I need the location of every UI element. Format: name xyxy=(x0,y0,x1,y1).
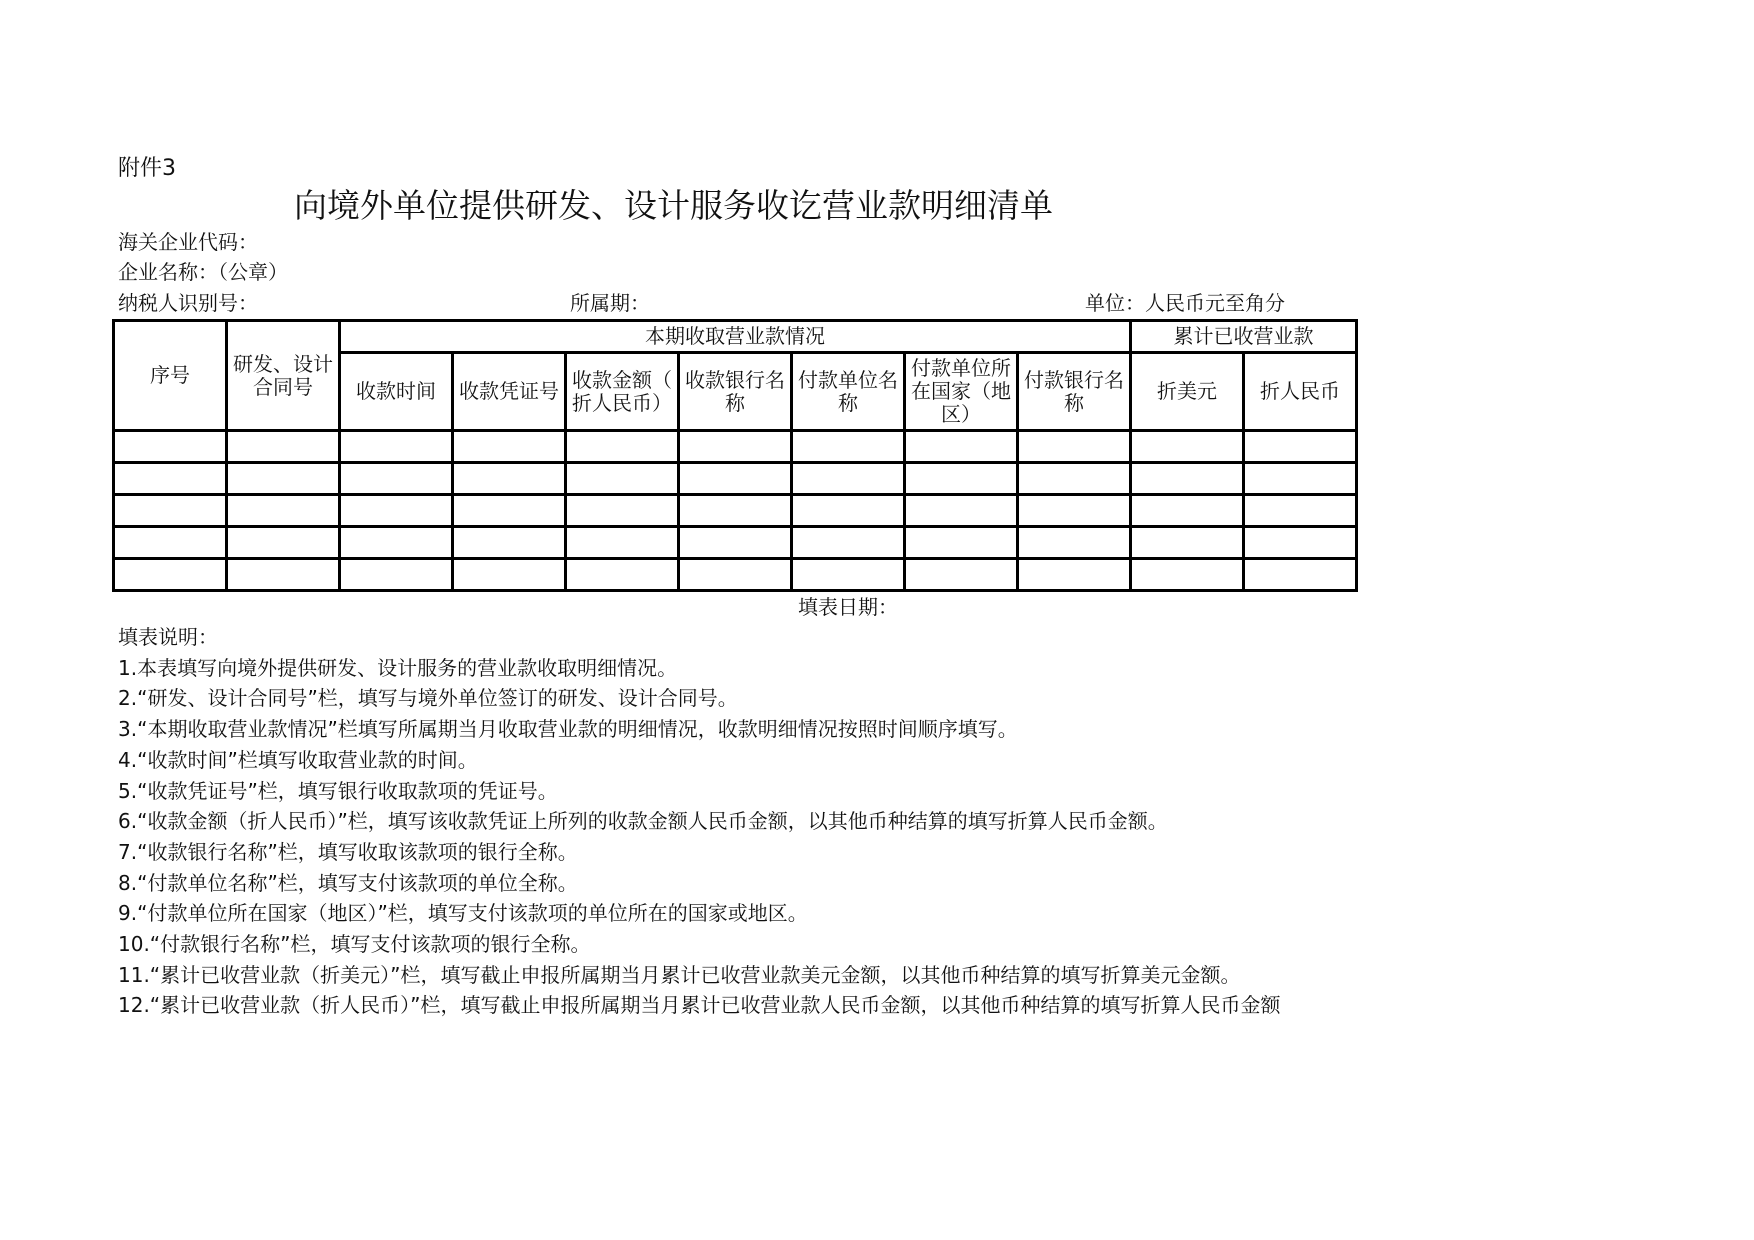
table-cell xyxy=(453,495,566,527)
table-cell xyxy=(792,527,905,559)
table-cell xyxy=(792,463,905,495)
instruction-item: 11.“累计已收营业款（折美元）”栏，填写截止申报所属期当月累计已收营业款美元金额，以其他币种结算的填写折算美元金额。 xyxy=(118,962,1241,987)
table-cell xyxy=(679,559,792,591)
table-cell xyxy=(1018,559,1131,591)
header-receipt-time: 收款时间 xyxy=(340,353,453,431)
table-header-row-group xyxy=(114,321,1357,353)
table-cell xyxy=(1244,495,1357,527)
table-cell xyxy=(679,431,792,463)
table-cell xyxy=(1244,527,1357,559)
table-cell xyxy=(340,431,453,463)
instruction-item: 12.“累计已收营业款（折人民币）”栏，填写截止申报所属期当月累计已收营业款人民币金额，以其他币种结算的填写折算人民币金额 xyxy=(118,993,1281,1018)
table-cell xyxy=(1131,431,1244,463)
receipts-table xyxy=(112,319,1358,592)
header-receiving-bank-name: 收款银行名称 xyxy=(679,353,792,431)
instruction-item: 3.“本期收取营业款情况”栏填写所属期当月收取营业款的明细情况，收款明细情况按照时间顺序填写。 xyxy=(118,717,1018,742)
table-cell xyxy=(905,431,1018,463)
instruction-item: 4.“收款时间”栏填写收取营业款的时间。 xyxy=(118,747,478,772)
table-cell xyxy=(340,559,453,591)
table-cell xyxy=(453,463,566,495)
table-cell xyxy=(114,463,227,495)
table-cell xyxy=(227,527,340,559)
header-seq: 序号 xyxy=(114,321,227,431)
table-body xyxy=(114,431,1357,591)
table-cell xyxy=(566,463,679,495)
instruction-item: 1.本表填写向境外提供研发、设计服务的营业款收取明细情况。 xyxy=(118,655,678,680)
header-current-period-group: 本期收取营业款情况 xyxy=(340,321,1131,353)
instructions xyxy=(118,622,1281,1021)
table-cell xyxy=(1018,527,1131,559)
table-row xyxy=(114,431,1357,463)
header-cumulative-cny: 折人民币 xyxy=(1244,353,1357,431)
table-cell xyxy=(792,559,905,591)
table-cell xyxy=(1018,463,1131,495)
table-cell xyxy=(905,527,1018,559)
header-paying-bank-name: 付款银行名称 xyxy=(1018,353,1131,431)
table-cell xyxy=(1131,559,1244,591)
table-cell xyxy=(679,495,792,527)
table-cell xyxy=(114,559,227,591)
header-payer-name: 付款单位名称 xyxy=(792,353,905,431)
table-cell xyxy=(453,527,566,559)
table-cell xyxy=(227,559,340,591)
instruction-item: 9.“付款单位所在国家（地区）”栏，填写支付该款项的单位所在的国家或地区。 xyxy=(118,901,808,926)
header-receipt-voucher-number: 收款凭证号 xyxy=(453,353,566,431)
table-cell xyxy=(679,527,792,559)
header-cumulative-usd: 折美元 xyxy=(1131,353,1244,431)
table-cell xyxy=(679,463,792,495)
instructions-title: 填表说明： xyxy=(118,625,218,649)
header-cumulative-group: 累计已收营业款 xyxy=(1131,321,1357,353)
table-cell xyxy=(453,559,566,591)
table-cell xyxy=(566,559,679,591)
table-cell xyxy=(227,495,340,527)
instruction-item: 5.“收款凭证号”栏，填写银行收取款项的凭证号。 xyxy=(118,778,558,803)
table-cell xyxy=(227,463,340,495)
table-cell xyxy=(114,527,227,559)
table-cell xyxy=(792,431,905,463)
table-cell xyxy=(1244,463,1357,495)
header-receipt-amount-cny: 收款金额（折人民币） xyxy=(566,353,679,431)
table-cell xyxy=(340,495,453,527)
fill-date-label: 填表日期： xyxy=(798,595,898,619)
table-cell xyxy=(1131,463,1244,495)
table-cell xyxy=(792,495,905,527)
table-cell xyxy=(340,527,453,559)
table-cell xyxy=(1131,527,1244,559)
period-field: 所属期： xyxy=(570,291,650,315)
table-row xyxy=(114,559,1357,591)
customs-code-field: 海关企业代码： xyxy=(118,230,258,254)
table-row xyxy=(114,463,1357,495)
attachment-label: 附件3 xyxy=(118,156,176,181)
table-cell xyxy=(1018,495,1131,527)
table-cell xyxy=(114,431,227,463)
table-cell xyxy=(114,495,227,527)
table-cell xyxy=(1244,431,1357,463)
table-row xyxy=(114,495,1357,527)
table-cell xyxy=(566,495,679,527)
header-contract-number: 研发、设计合同号 xyxy=(227,321,340,431)
table-cell xyxy=(227,431,340,463)
instruction-item: 8.“付款单位名称”栏，填写支付该款项的单位全称。 xyxy=(118,870,578,895)
table-cell xyxy=(905,463,1018,495)
table-cell xyxy=(905,495,1018,527)
company-name-field: 企业名称：（公章） xyxy=(118,260,288,284)
taxpayer-id-field: 纳税人识别号： xyxy=(118,291,258,315)
unit-field: 单位：人民币元至角分 xyxy=(1085,291,1285,315)
instruction-item: 7.“收款银行名称”栏，填写收取该款项的银行全称。 xyxy=(118,839,578,864)
table-cell xyxy=(1244,559,1357,591)
table-cell xyxy=(340,463,453,495)
header-payer-country: 付款单位所在国家（地区） xyxy=(905,353,1018,431)
page-title: 向境外单位提供研发、设计服务收讫营业款明细清单 xyxy=(294,186,1053,225)
instruction-item: 6.“收款金额（折人民币）”栏，填写该收款凭证上所列的收款金额人民币金额，以其他币种结算的填写折算人民币金额。 xyxy=(118,809,1168,834)
table-cell xyxy=(905,559,1018,591)
instruction-item: 10.“付款银行名称”栏，填写支付该款项的银行全称。 xyxy=(118,932,591,957)
table-cell xyxy=(1018,431,1131,463)
table-cell xyxy=(1131,495,1244,527)
table-cell xyxy=(566,431,679,463)
instruction-item: 2.“研发、设计合同号”栏，填写与境外单位签订的研发、设计合同号。 xyxy=(118,686,738,711)
table-cell xyxy=(566,527,679,559)
table-cell xyxy=(453,431,566,463)
table-row xyxy=(114,527,1357,559)
